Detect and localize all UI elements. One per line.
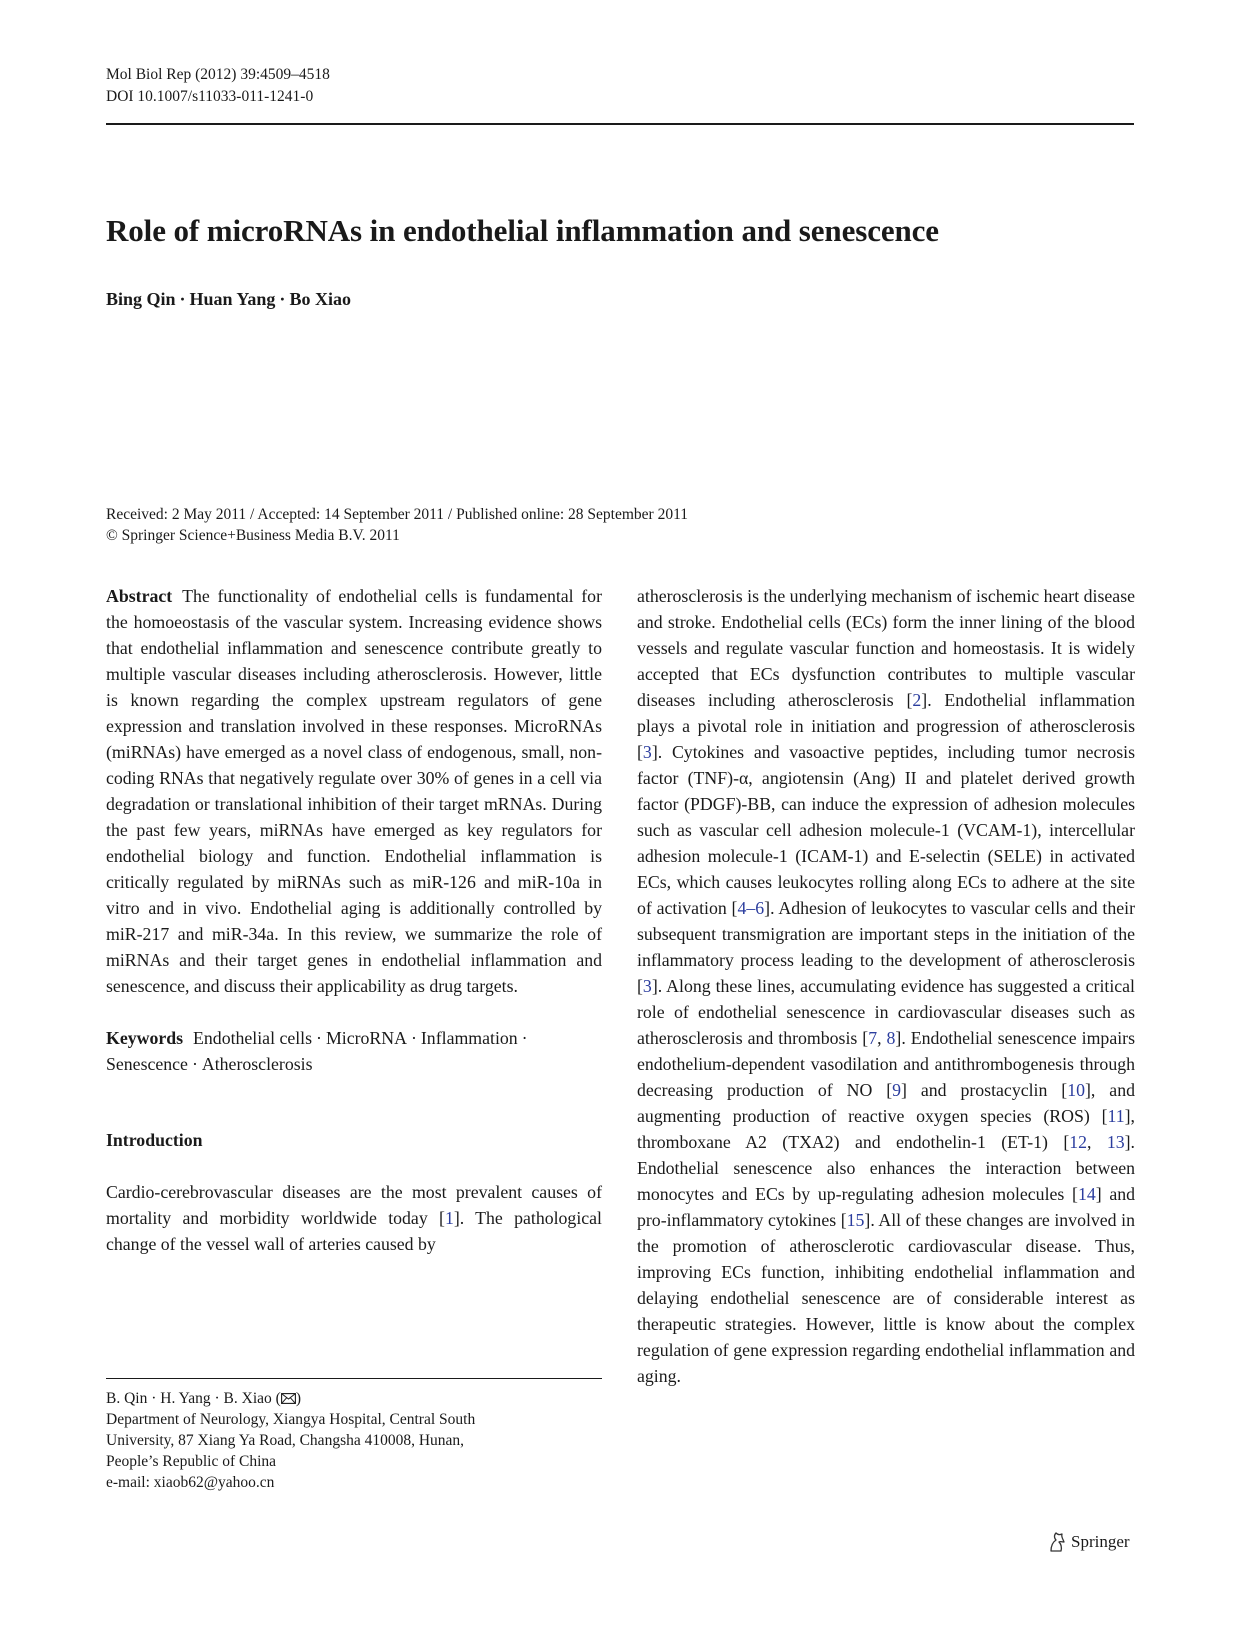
citation-ref[interactable]: 4–6: [737, 898, 765, 918]
keywords-heading: Keywords: [106, 1028, 184, 1048]
body-text: ]. Endothelial senescence also enhances the interaction between monocytes and ECs by up-regulating adhesion molecules [: [637, 1132, 1135, 1204]
body-text: ,: [1087, 1132, 1107, 1152]
affiliation-line-3: People’s Republic of China: [106, 1453, 277, 1470]
publisher-name: Springer: [1071, 1532, 1130, 1551]
right-column: [637, 583, 1135, 1389]
body-text: ], and augmenting production of reactive oxygen species (ROS) [: [637, 1080, 1135, 1126]
body-text: ]. All of these changes are involved in the promotion of atherosclerotic cardiovascular disease. Thus, improving ECs function, inhibiting endothelial inflammation and delaying endothelial senescence are of considerable interest as therapeutic strategies. However, little is know about the complex regulation of gene expression regarding endothelial inflammation and aging.: [637, 1210, 1135, 1386]
footnote-names: B. Qin · H. Yang · B. Xiao (: [106, 1390, 281, 1407]
author-2: Huan Yang: [189, 289, 276, 309]
body-text: ]. Adhesion of leukocytes to vascular cells and their subsequent transmigration are important steps in the initiation of the inflammatory process leading to the development of atherosclerosis [: [637, 898, 1135, 996]
body-text: Cardio-cerebrovascular diseases are the most prevalent causes of mortality and morbidity worldwide today [: [106, 1182, 602, 1228]
author-list: Bing Qin · Huan Yang · Bo Xiao: [106, 289, 351, 309]
affiliation-line-2: University, 87 Xiang Ya Road, Changsha 410008, Hunan,: [106, 1432, 465, 1449]
article-title: Role of microRNAs in endothelial inflammation and senescence: [106, 213, 939, 248]
keyword-2: MicroRNA: [325, 1028, 407, 1048]
citation-ref[interactable]: 3: [642, 742, 652, 762]
abstract-text: The functionality of endothelial cells is fundamental for the homoeostasis of the vascular system. Increasing evidence shows that endothelial inflammation and senescence contribute greatly to multiple vascular diseases including atherosclerosis. However, little is known regarding the complex upstream regulators of gene expression and translation involved in these responses. MicroRNAs (miRNAs) have emerged as a novel class of endogenous, small, non-coding RNAs that negatively regulate over 30% of genes in a cell via degradation or translational inhibition of their target mRNAs. During the past few years, miRNAs have emerged as key regulators for endothelial biology and function. Endothelial inflammation is critically regulated by miRNAs such as miR-126 and miR-10a in vitro and in vivo. Endothelial aging is additionally controlled by miR-217 and miR-34a. In this review, we summarize the role of miRNAs and their target genes in endothelial inflammation and senescence, and discuss their applicability as drug targets.: [106, 586, 602, 996]
keyword-4: Senescence: [106, 1054, 188, 1074]
body-text: ]. Endothelial inflammation plays a pivotal role in initiation and progression of atherosclerosis [: [637, 690, 1135, 762]
keyword-1: Endothelial cells: [193, 1028, 313, 1048]
citation-ref[interactable]: 12: [1069, 1132, 1088, 1152]
header-rule: [106, 123, 1134, 125]
author-1: Bing Qin: [106, 289, 176, 309]
body-text: ] and pro-inflammatory cytokines [: [637, 1184, 1135, 1230]
dates-line: Received: 2 May 2011 / Accepted: 14 September 2011 / Published online: 28 September 2011: [106, 506, 688, 523]
keyword-5: Atherosclerosis: [201, 1054, 313, 1074]
body-text: ,: [877, 1028, 887, 1048]
left-column: [106, 583, 602, 1257]
doi: DOI 10.1007/s11033-011-1241-0: [106, 88, 314, 105]
body-text: ]. Cytokines and vasoactive peptides, including tumor necrosis factor (TNF)-α, angiotensin (Ang) II and platelet derived growth factor (PDGF)-BB, can induce the expression of adhesion molecules such as vascular cell adhesion molecule-1 (VCAM-1), intercellular adhesion molecule-1 (ICAM-1) and E-selectin (SELE) in activated ECs, which causes leukocytes rolling along ECs to adhere at the site of activation [: [637, 742, 1135, 918]
introduction-paragraph-left: [106, 1179, 602, 1257]
citation-ref[interactable]: 11: [1107, 1106, 1125, 1126]
keywords: Keywords Endothelial cells · MicroRNA · Inflammation · Senescence · Atherosclerosis: [106, 1028, 528, 1074]
body-text: atherosclerosis is the underlying mechanism of ischemic heart disease and stroke. Endothelial cells (ECs) form the inner lining of the blood vessels and regulate vascular function and homeostasis. It is widely accepted that ECs dysfunction contributes to multiple vascular diseases including atherosclerosis [: [637, 586, 1135, 710]
citation-ref[interactable]: 15: [846, 1210, 865, 1230]
introduction-heading: Introduction: [106, 1130, 203, 1150]
body-text: ] and prostacyclin [: [901, 1080, 1068, 1100]
body-text: ], thromboxane A2 (TXA2) and endothelin-1 (ET-1) [: [637, 1106, 1135, 1152]
body-text: ]. Along these lines, accumulating evidence has suggested a critical role of endothelial senescence in cardiovascular diseases such as atherosclerosis and thrombosis [: [637, 976, 1135, 1048]
springer-horse-icon: [1047, 1531, 1067, 1553]
abstract: [106, 583, 602, 999]
citation-ref[interactable]: 7: [868, 1028, 878, 1048]
author-footnote: B. Qin · H. Yang · B. Xiao ( ) Department of Neurology, Xiangya Hospital, Central South University, 87 Xiang Ya Road, Changsha 410008, Hunan, People’s Republic of China e-mail: xiaob62@yahoo.cn: [106, 1388, 602, 1493]
affiliation-line-1: Department of Neurology, Xiangya Hospital, Central South: [106, 1411, 476, 1428]
body-text: ]. The pathological change of the vessel wall of arteries caused by: [106, 1208, 602, 1254]
copyright-line: © Springer Science+Business Media B.V. 2011: [106, 527, 400, 544]
journal-citation: Mol Biol Rep (2012) 39:4509–4518: [106, 66, 330, 83]
citation-ref[interactable]: 8: [886, 1028, 896, 1048]
publication-dates: [106, 504, 688, 546]
citation-ref[interactable]: 1: [444, 1208, 454, 1228]
citation-ref[interactable]: 9: [892, 1080, 902, 1100]
citation-ref[interactable]: 3: [642, 976, 652, 996]
author-email: e-mail: xiaob62@yahoo.cn: [106, 1474, 275, 1491]
author-3: Bo Xiao: [289, 289, 351, 309]
springer-logo: [1047, 1531, 1130, 1553]
envelope-icon: [281, 1393, 296, 1404]
citation-ref[interactable]: 10: [1067, 1080, 1086, 1100]
body-text: ]. Endothelial senescence impairs endothelium-dependent vasodilation and antithrombogenesis through decreasing production of NO [: [637, 1028, 1135, 1100]
abstract-heading: Abstract: [106, 586, 173, 606]
footnote-rule: [106, 1378, 602, 1379]
citation-ref[interactable]: 14: [1077, 1184, 1096, 1204]
citation-ref[interactable]: 2: [912, 690, 922, 710]
citation-ref[interactable]: 13: [1106, 1132, 1125, 1152]
keyword-3: Inflammation: [420, 1028, 518, 1048]
introduction-paragraph-right: [637, 583, 1135, 1389]
